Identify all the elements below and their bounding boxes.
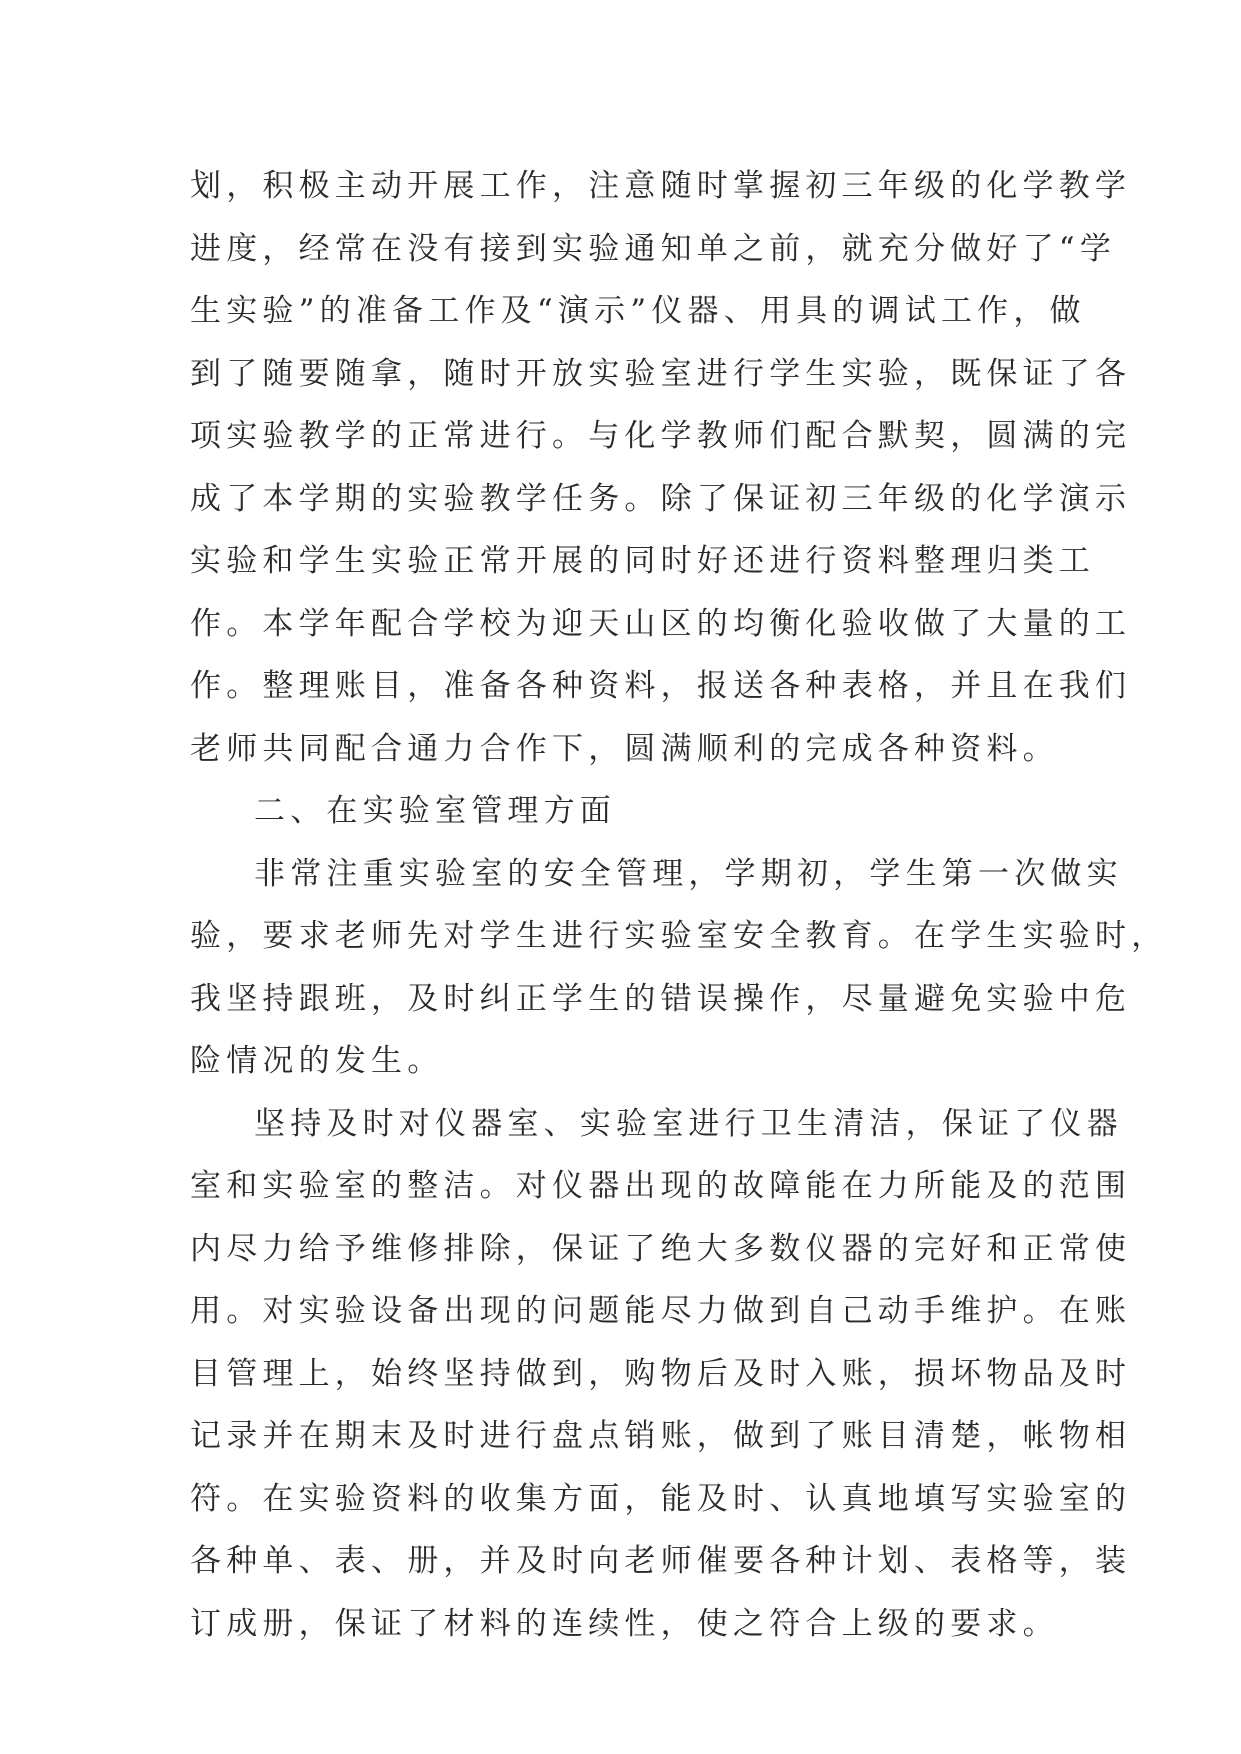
text-line: 进度，经常在没有接到实验通知单之前，就充分做好了“学	[190, 230, 1117, 267]
text-line: 用。对实验设备出现的问题能尽力做到自己动手维护。在账	[190, 1293, 1132, 1329]
text-line: 生实验”的准备工作及“演示”仪器、用具的调试工作，做	[190, 293, 1086, 329]
text-line: 内尽力给予维修排除，保证了绝大多数仪器的完好和正常使	[190, 1230, 1132, 1267]
text-line: 验，要求老师先对学生进行实验室安全教育。在学生实验时，	[190, 918, 1168, 954]
text-line: 室和实验室的整洁。对仪器出现的故障能在力所能及的范围	[190, 1168, 1132, 1204]
text-line: 目管理上，始终坚持做到，购物后及时入账，损坏物品及时	[190, 1355, 1132, 1392]
text-line: 成了本学期的实验教学任务。除了保证初三年级的化学演示	[190, 480, 1132, 517]
text-line: 项实验教学的正常进行。与化学教师们配合默契，圆满的完	[190, 418, 1132, 454]
section-heading: 二、在实验室管理方面	[254, 793, 616, 829]
text-line: 作。本学年配合学校为迎天山区的均衡化验收做了大量的工	[190, 605, 1132, 642]
text-line: 非常注重实验室的安全管理，学期初，学生第一次做实	[254, 855, 1123, 892]
text-line: 订成册，保证了材料的连续性，使之符合上级的要求。	[190, 1605, 1059, 1642]
text-line: 各种单、表、册，并及时向老师催要各种计划、表格等，装	[190, 1543, 1132, 1579]
text-line: 记录并在期末及时进行盘点销账，做到了账目清楚，帐物相	[190, 1418, 1132, 1454]
text-line: 实验和学生实验正常开展的同时好还进行资料整理归类工	[190, 543, 1095, 579]
document-body	[190, 155, 1168, 1655]
text-line: 作。整理账目，准备各种资料，报送各种表格，并且在我们	[190, 668, 1132, 704]
text-line: 险情况的发生。	[190, 1043, 444, 1079]
text-line: 老师共同配合通力合作下，圆满顺利的完成各种资料。	[190, 730, 1059, 767]
text-line: 我坚持跟班，及时纠正学生的错误操作，尽量避免实验中危	[190, 980, 1132, 1017]
text-line: 划，积极主动开展工作，注意随时掌握初三年级的化学教学	[190, 168, 1132, 204]
text-line: 到了随要随拿，随时开放实验室进行学生实验，既保证了各	[190, 355, 1132, 392]
text-line: 符。在实验资料的收集方面，能及时、认真地填写实验室的	[190, 1480, 1132, 1517]
text-line: 坚持及时对仪器室、实验室进行卫生清洁，保证了仪器	[254, 1105, 1123, 1142]
